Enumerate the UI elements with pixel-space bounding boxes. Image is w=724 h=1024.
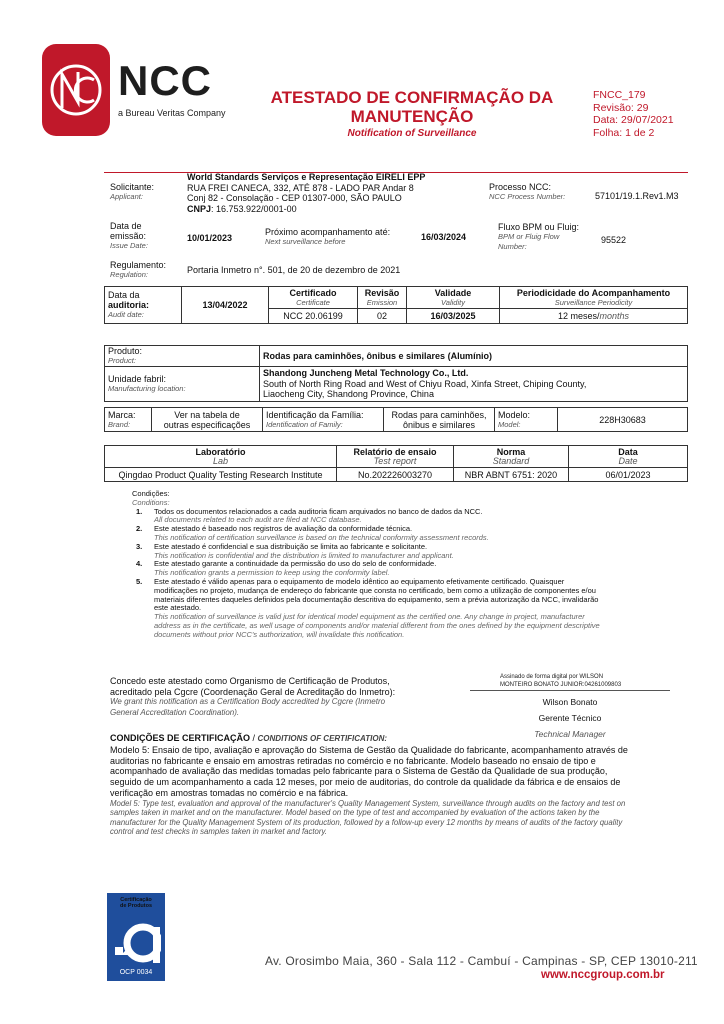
applicant-name: World Standards Serviços e Representação EIRELI EPP xyxy=(187,172,426,182)
form-code: FNCC_179 xyxy=(593,89,646,101)
logo-tagline: a Bureau Veritas Company xyxy=(118,108,226,118)
brand-label: Marca: Brand: xyxy=(105,408,152,432)
next-surveillance-label: Próximo acompanhamento até: Next surveillance before xyxy=(265,227,391,246)
audit-table xyxy=(104,286,688,324)
applicant-cnpj: CNPJ: 16.753.922/0001-00 xyxy=(187,203,297,214)
audit-date-label: Data da auditoria: Audit date: xyxy=(105,287,182,324)
lab-table xyxy=(104,445,688,482)
validity-header: Validade Validity xyxy=(407,287,500,309)
footer-website[interactable]: www.nccgroup.com.br xyxy=(541,969,665,981)
accreditation-icon xyxy=(113,915,161,967)
flow-number: 95522 xyxy=(601,235,627,245)
issue-date-label: Data de emissão: Issue Date: xyxy=(110,221,148,250)
standard-value: NBR ABNT 6751: 2020 xyxy=(454,468,569,482)
product-label: Produto: Product: xyxy=(105,346,260,367)
product-table xyxy=(104,345,688,402)
signatory-role: Gerente Técnico xyxy=(538,713,602,723)
certification-conditions: CONDIÇÕES DE CERTIFICAÇÃO / CONDITIONS OF CERTIFICATION: Modelo 5: Ensaio de tipo, avaliação e aprovação do Sistema de Gestão da Qualidade do fabricante, acompanhamento através de auditorias no fabricante e ensaio em amostras retiradas no comércio e no fabricante. Modelo baseado no ensaio de tipo e acompanhado de avaliação das medidas tomadas pelo fabricante para o Sistema de Gestão da Qualidade de sua produção, seguido de um acompanhamento a cada 12 meses, por meio de auditorias, do controle da qualidade da fábrica e de ensaios de verificação em amostras tomadas no comércio e na fábrica. Model 5: Type test, evaluation and approval of the manufacturer's Quality Management System, surveillance through audits on the factory and test on samples taken in market and on the manufacturer. Model based on the type of test and accompanied by evaluation of the actions taken by the manufacturer for the Quality Management System of its production, followed by a follow-up every 12 months by means of audits of the factory quality control and test checks in samples taken in market and factory. xyxy=(110,733,700,837)
process-label: Processo NCC: NCC Process Number: xyxy=(489,182,566,201)
conditions-list xyxy=(132,490,692,640)
next-surveillance-date: 16/03/2024 xyxy=(421,232,467,242)
family-label: Identificação da Família: Identification of Family: xyxy=(263,408,384,432)
badge-title: Certificação de Produtos xyxy=(119,897,153,909)
revision-number: 02 xyxy=(358,309,407,324)
form-info xyxy=(593,89,674,139)
lab-header: Laboratório Lab xyxy=(105,446,337,468)
brand-table xyxy=(104,407,688,432)
condition-item: 4. Este atestado garante a continuidade da permissão do uso do selo de conformidade. This notification grants a permission to keep using the conformity label. xyxy=(136,559,437,578)
test-date: 06/01/2023 xyxy=(569,468,688,482)
form-revision: Revisão: 29 xyxy=(593,101,649,114)
model-value: 228H30683 xyxy=(558,408,688,432)
plant-name: Shandong Juncheng Metal Technology Co., Ltd. xyxy=(263,368,469,378)
certification-conditions-title: CONDIÇÕES DE CERTIFICAÇÃO / CONDITIONS OF CERTIFICATION: xyxy=(110,733,388,743)
applicant-label: Solicitante: Applicant: xyxy=(110,182,155,201)
document-subtitle: Notification of Surveillance xyxy=(347,128,477,139)
issue-date: 10/01/2023 xyxy=(187,233,233,243)
footer-address: Av. Orosimbo Maia, 360 - Sala 112 - Cambuí - Campinas - SP, CEP 13010-211 xyxy=(265,954,698,968)
date-header: Data Date xyxy=(569,446,688,468)
model-label: Modelo: Model: xyxy=(495,408,558,432)
cert-header: Certificado Certificate xyxy=(269,287,358,309)
plant-label: Unidade fabril: Manufacturing location: xyxy=(105,367,260,402)
process-number: 57101/19.1.Rev1.M3 xyxy=(595,191,679,201)
badge-code: OCP 0034 xyxy=(119,969,153,976)
plant-address-1: South of North Ring Road and West of Chiyu Road, Xinfa Street, Chiping County, xyxy=(263,378,587,389)
digital-signature: Assinado de forma digital por WILSON MONTEIRO BONATO JUNIOR:04261009803 xyxy=(500,674,622,688)
brand-value: Ver na tabela de outras especificações xyxy=(152,408,263,432)
condition-item: 1. Todos os documentos relacionados a cada auditoria ficam arquivados no banco de dados da NCC. All documents related to each audit are filed at NCC database. xyxy=(136,506,483,525)
grant-statement: Concedo este atestado como Organismo de Certificação de Produtos, acreditado pela Cgcre (Coordenação Geral de Acreditação do Inmetro): We grant this notification as a Certification Body accredited by Cgcre (Inmetro General Accreditation Coordination). xyxy=(110,676,396,717)
form-date: Data: 29/07/2021 xyxy=(593,114,674,126)
conditions-title: Condições: xyxy=(132,489,170,498)
report-header: Relatório de ensaio Test report xyxy=(337,446,454,468)
form-sheet: Folha: 1 de 2 xyxy=(593,126,655,139)
regulation-label: Regulamento: Regulation: xyxy=(110,260,167,279)
document-title: ATESTADO DE CONFIRMAÇÃO DA MANUTENÇÃO xyxy=(270,88,554,126)
plant-value xyxy=(260,367,688,402)
condition-item: 2. Este atestado é baseado nos registros de avaliação da conformidade técnica. This notification of certification surveillance is based on the technical conformity assessment records. xyxy=(136,524,489,542)
applicant-address-2: Conj 82 - Consolação - CEP 01307-000, SÃO PAULO xyxy=(187,193,402,203)
product-value: Rodas para caminhões, ônibus e similares (Alumínio) xyxy=(260,346,688,367)
periodicity-value: 12 meses/months xyxy=(500,309,688,324)
plant-address-2: Liaocheng City, Shandong Province, China xyxy=(263,389,434,399)
lab-name: Qingdao Product Quality Testing Research Institute xyxy=(105,468,337,482)
signature-line xyxy=(470,690,670,691)
validity-date: 16/03/2025 xyxy=(407,309,500,324)
ncc-logo-icon xyxy=(42,44,110,136)
family-value: Rodas para caminhões, ônibus e similares xyxy=(384,408,495,432)
applicant-address-1: RUA FREI CANECA, 332, ATÉ 878 - LADO PAR Andar 8 xyxy=(187,182,414,193)
signatory-name: Wilson Bonato xyxy=(542,697,598,707)
audit-date: 13/04/2022 xyxy=(182,287,269,324)
regulation-value: Portaria Inmetro n°. 501, de 20 de dezembro de 2021 xyxy=(187,265,401,275)
periodicity-header: Periodicidade do Acompanhamento Surveillance Periodicity xyxy=(500,287,688,309)
flow-label: Fluxo BPM ou Fluig: BPM or Fluig Flow Number: xyxy=(498,222,580,251)
signatory-role-en: Technical Manager xyxy=(534,729,606,739)
applicant-block xyxy=(187,172,425,214)
logo-wordmark: NCC xyxy=(118,57,212,104)
accreditation-badge xyxy=(107,893,165,981)
revision-header: Revisão Emission xyxy=(358,287,407,309)
certificate-number: NCC 20.06199 xyxy=(269,309,358,324)
standard-header: Norma Standard xyxy=(454,446,569,468)
report-number: No.202226003270 xyxy=(337,468,454,482)
conditions-title-en: Conditions: xyxy=(132,497,170,507)
condition-item: 3. Este atestado é confidencial e sua distribuição se limita ao fabricante e solicitante. This notification is confidential and the distribution is limited to manufacturer and applicant. xyxy=(136,541,454,560)
condition-item: 5. Este atestado é válido apenas para o equipamento de modelo idêntico ao equipamento efetivamente certificado. Quaisquer modificações no projeto, mudança de endereço do fabricante que consta no certificado, bem como a utilização de componentes e/ou materiais diferentes daqueles definidos pela documentação descritiva do equipamento, sem a prévia autorização da NCC, invalidarão este atestado. This notification of surveillance is valid just for identical model equipment as the certified one. Any change in project, manufacturer address as in the certificate, as well usage of components and/or material different from the ones defined by the equipment descriptive documents without prior NCC's authorization, will invalidate this notification. xyxy=(136,576,600,639)
